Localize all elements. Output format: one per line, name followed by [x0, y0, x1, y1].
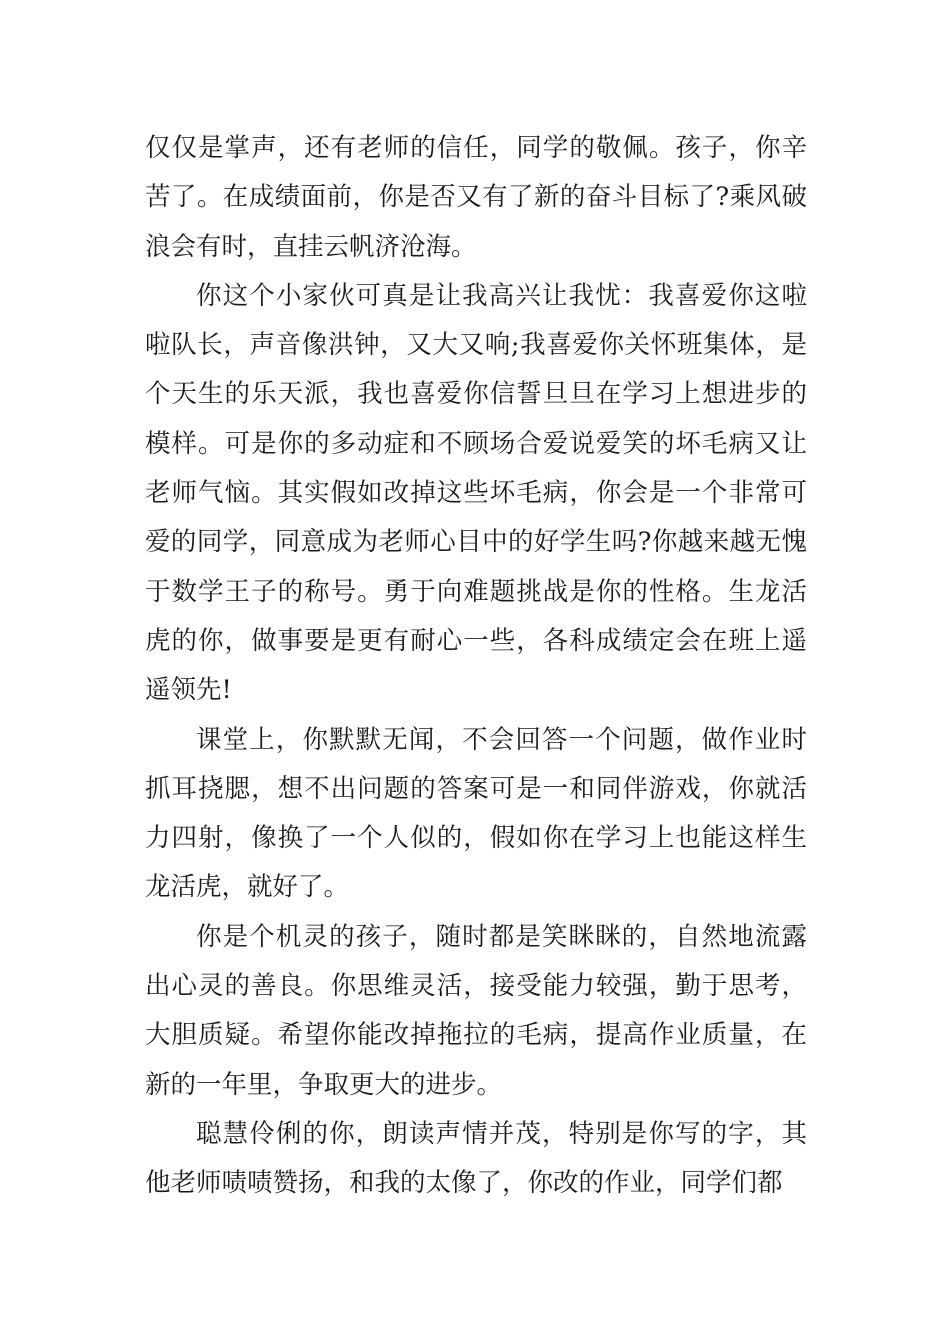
paragraph-4: 你是个机灵的孩子，随时都是笑眯眯的，自然地流露出心灵的善良。你思维灵活，接受能力较强，勤于思考，大胆质疑。希望你能改掉拖拉的毛病，提高作业质量，在新的一年里，争取更大的进步。	[145, 921, 807, 1100]
document-body	[145, 124, 807, 1209]
paragraph-3: 课堂上，你默默无闻，不会回答一个问题，做作业时抓耳挠腮，想不出问题的答案可是一和同伴游戏，你就活力四射，像换了一个人似的，假如你在学习上也能这样生龙活虎，就好了。	[145, 724, 807, 903]
paragraph-1: 仅仅是掌声，还有老师的信任，同学的敬佩。孩子，你辛苦了。在成绩面前，你是否又有了新的奋斗目标了?乘风破浪会有时，直挂云帆济沧海。	[145, 133, 807, 262]
paragraph-5: 聪慧伶俐的你，朗读声情并茂，特别是你写的字，其他老师啧啧赞扬，和我的太像了，你改的作业，同学们都	[145, 1118, 807, 1199]
paragraph-2: 你这个小家伙可真是让我高兴让我忧：我喜爱你这啦啦队长，声音像洪钟，又大又响;我喜爱你关怀班集体，是个天生的乐天派，我也喜爱你信誓旦旦在学习上想进步的模样。可是你的多动症和不顾场合爱说爱笑的坏毛病又让老师气恼。其实假如改掉这些坏毛病，你会是一个非常可爱的同学，同意成为老师心目中的好学生吗?你越来越无愧于数学王子的称号。勇于向难题挑战是你的性格。生龙活虎的你，做事要是更有耐心一些，各科成绩定会在班上遥遥领先!	[145, 280, 807, 706]
